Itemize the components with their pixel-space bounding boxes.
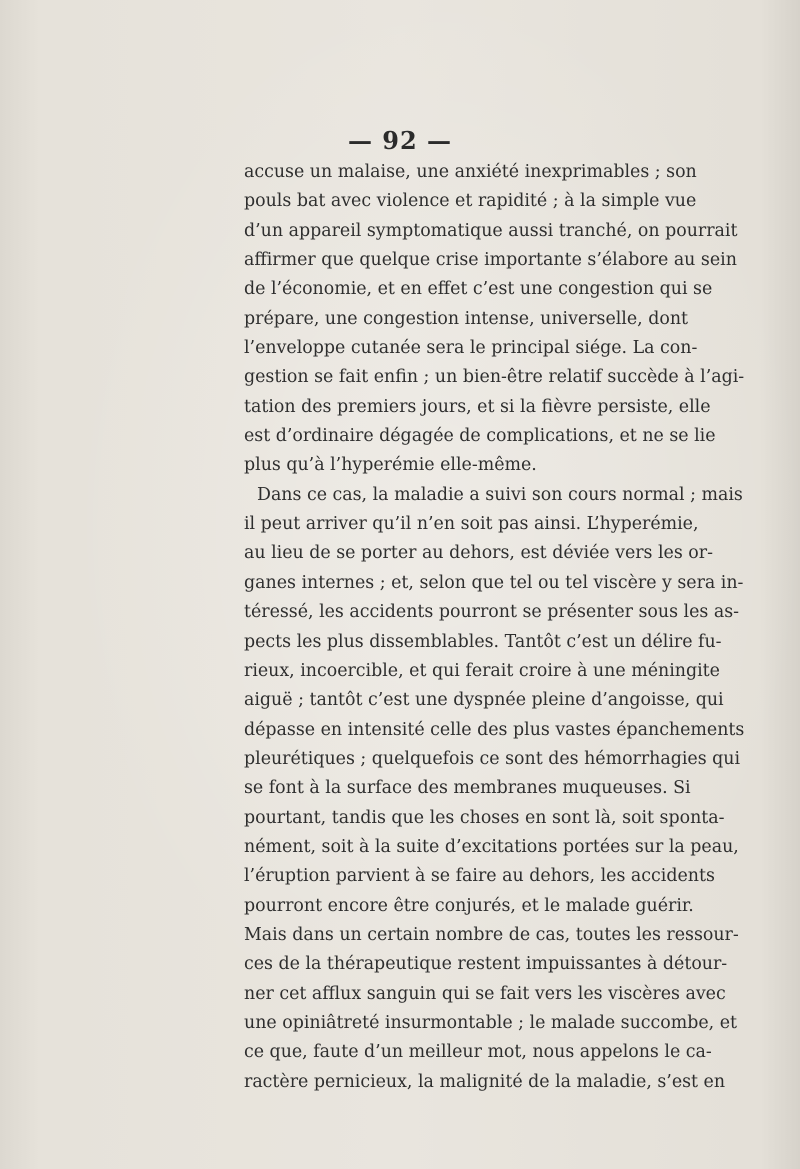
text-line: pouls bat avec violence et rapidité ; à la simple vue: [244, 191, 697, 212]
text-line: gestion se fait enfin ; un bien-être relatif succède à l’agi-: [244, 367, 745, 388]
text-line: ractère pernicieux, la malignité de la maladie, s’est en: [244, 1071, 726, 1092]
text-line: pourront encore être conjurés, et le malade guérir.: [244, 895, 694, 916]
text-line: accuse un malaise, une anxiété inexprimables ; son: [244, 162, 697, 182]
text-line: téressé, les accidents pourront se présenter sous les as-: [244, 602, 740, 623]
text-line: prépare, une congestion intense, universelle, dont: [244, 308, 689, 329]
body-text: [244, 158, 745, 1097]
text-line: Dans ce cas, la maladie a suivi son cours normal ; mais: [257, 484, 743, 505]
text-line: dépasse en intensité celle des plus vastes épanchements: [244, 719, 745, 740]
text-line: nément, soit à la suite d’excitations portées sur la peau,: [244, 836, 739, 857]
text-line: au lieu de se porter au dehors, est déviée vers les or-: [244, 543, 713, 564]
text-line: une opiniâtreté insurmontable ; le malade succombe, et: [244, 1012, 737, 1033]
text-line: d’un appareil symptomatique aussi tranché, on pourrait: [244, 220, 738, 241]
text-line: Mais dans un certain nombre de cas, toutes les ressour-: [244, 924, 739, 945]
text-line: ces de la thérapeutique restent impuissantes à détour-: [244, 954, 728, 975]
text-line: de l’économie, et en effet c’est une congestion qui se: [244, 279, 713, 300]
text-line: tation des premiers jours, et si la fièvre persiste, elle: [244, 396, 711, 417]
text-line: l’éruption parvient à se faire au dehors, les accidents: [244, 866, 715, 887]
text-line: ner cet afflux sanguin qui se fait vers les viscères avec: [244, 983, 726, 1004]
text-line: il peut arriver qu’il n’en soit pas ainsi. L’hyperémie,: [244, 514, 699, 535]
text-line: se font à la surface des membranes muqueuses. Si: [244, 778, 691, 799]
text-line: pourtant, tandis que les choses en sont là, soit sponta-: [244, 807, 725, 828]
text-line: plus qu’à l’hyperémie elle-même.: [244, 455, 537, 476]
text-line: affirmer que quelque crise importante s’élabore au sein: [244, 250, 737, 271]
text-line: ce que, faute d’un meilleur mot, nous appelons le ca-: [244, 1042, 712, 1063]
text-line: est d’ordinaire dégagée de complications, et ne se lie: [244, 426, 716, 447]
page-number: — 92 —: [347, 126, 453, 155]
text-line: aiguë ; tantôt c’est une dyspnée pleine d’angoisse, qui: [244, 690, 724, 711]
text-line: pects les plus dissemblables. Tantôt c’est un délire fu-: [244, 631, 722, 652]
text-line: l’enveloppe cutanée sera le principal siége. La con-: [244, 338, 698, 359]
text-line: pleurétiques ; quelquefois ce sont des hémorrhagies qui: [244, 748, 741, 769]
text-line: rieux, incoercible, et qui ferait croire à une méningite: [244, 660, 720, 681]
text-line: ganes internes ; et, selon que tel ou tel viscère y sera in-: [244, 572, 744, 593]
